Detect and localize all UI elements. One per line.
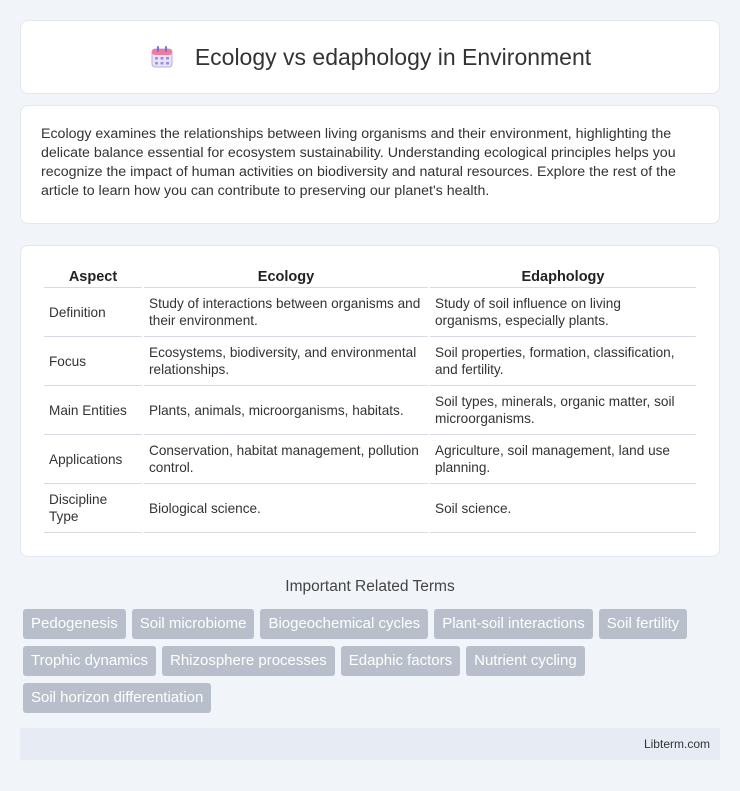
cell-aspect: Applications [44,435,142,484]
title-row [149,44,591,71]
table-row [44,288,696,337]
intro-card [20,105,720,224]
related-term-tag[interactable]: Edaphic factors [341,646,460,676]
related-term-tag[interactable]: Trophic dynamics [23,646,156,676]
comparison-table [42,266,698,533]
cell-ecology: Ecosystems, biodiversity, and environmental relationships. [144,337,428,386]
table-row [44,435,696,484]
related-term-tag[interactable]: Soil fertility [599,609,688,639]
intro-paragraph: Ecology examines the relationships between living organisms and their environment, highlighting the delicate balance essential for ecosystem sustainability. Understanding ecological principles helps you recognize the impact of human activities on biodiversity and natural resources. Explore the rest of the article to learn how you can contribute to preserving our planet's health. [41,126,676,199]
header-aspect: Aspect [44,266,142,288]
cell-ecology: Biological science. [144,484,428,533]
calendar-icon [149,44,175,70]
related-term-tag[interactable]: Pedogenesis [23,609,126,639]
table-row [44,337,696,386]
cell-aspect: Focus [44,337,142,386]
cell-edaphology: Agriculture, soil management, land use planning. [430,435,696,484]
cell-ecology: Study of interactions between organisms and their environment. [144,288,428,337]
cell-ecology: Plants, animals, microorganisms, habitats. [144,386,428,435]
cell-aspect: Discipline Type [44,484,142,533]
related-term-tag[interactable]: Soil horizon differentiation [23,683,211,713]
related-term-tag[interactable]: Nutrient cycling [466,646,585,676]
cell-ecology: Conservation, habitat management, pollution control. [144,435,428,484]
title-card [20,20,720,94]
table-header-row [44,266,696,288]
related-term-tag[interactable]: Biogeochemical cycles [260,609,428,639]
cell-edaphology: Soil properties, formation, classification, and fertility. [430,337,696,386]
comparison-card [20,245,720,557]
footer-site-link[interactable]: Libterm.com [643,737,710,751]
cell-edaphology: Study of soil influence on living organisms, especially plants. [430,288,696,337]
page-title: Ecology vs edaphology in Environment [194,43,592,70]
related-term-tag[interactable]: Rhizosphere processes [162,646,335,676]
cell-edaphology: Soil types, minerals, organic matter, soil microorganisms. [430,386,696,435]
related-terms-list [23,609,723,713]
cell-edaphology: Soil science. [430,484,696,533]
cell-aspect: Main Entities [44,386,142,435]
related-term-tag[interactable]: Soil microbiome [132,609,255,639]
table-row [44,484,696,533]
related-terms-title: Important Related Terms [285,578,455,595]
related-term-tag[interactable]: Plant-soil interactions [434,609,593,639]
table-row [44,386,696,435]
cell-aspect: Definition [44,288,142,337]
header-ecology: Ecology [144,266,428,288]
footer [20,728,720,760]
header-edaphology: Edaphology [430,266,696,288]
